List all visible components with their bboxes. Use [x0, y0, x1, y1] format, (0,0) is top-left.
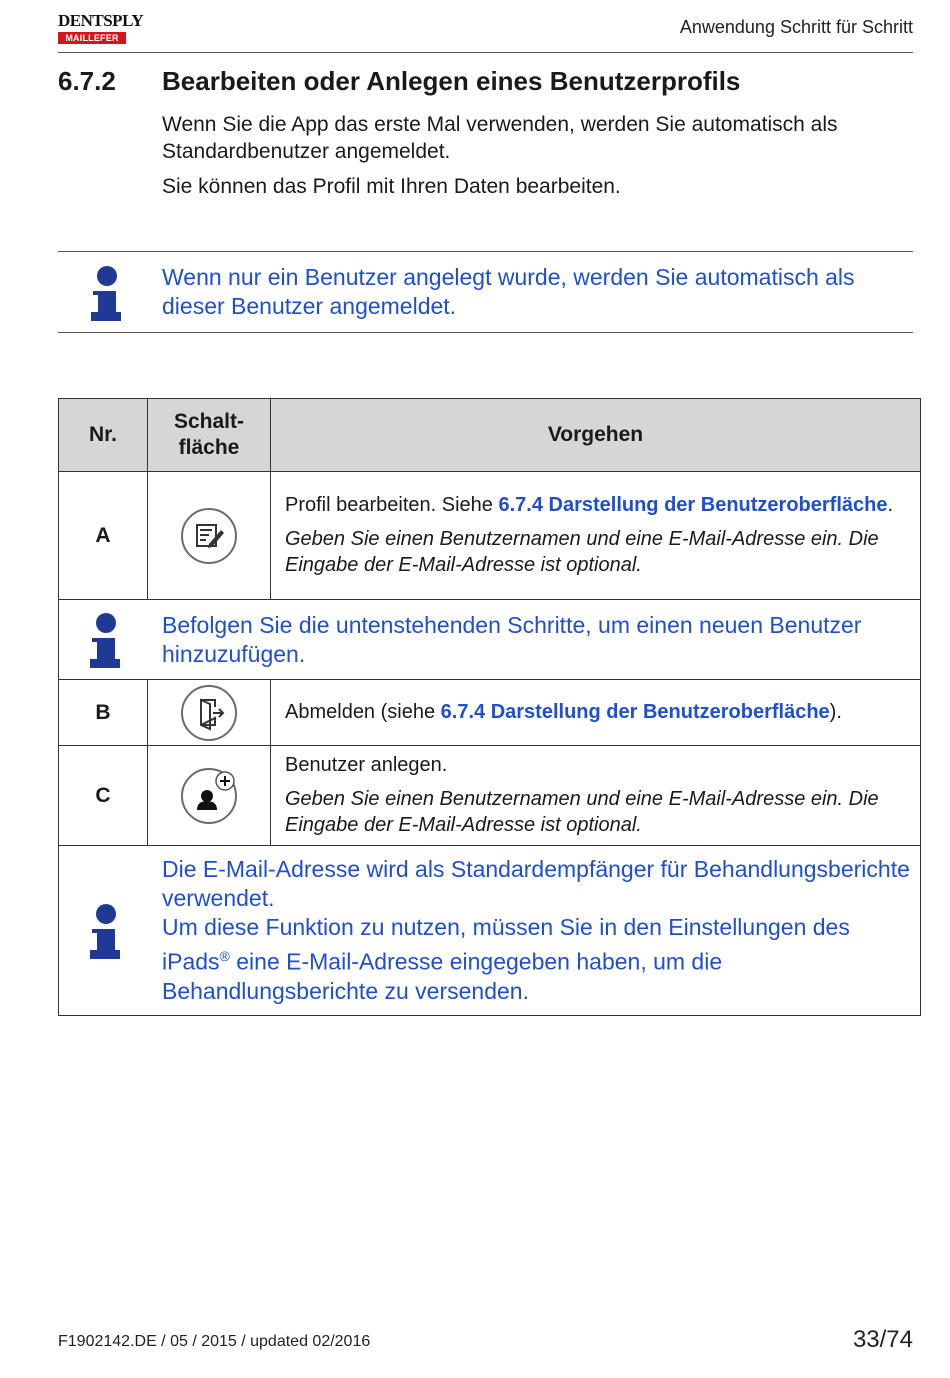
info-note [58, 251, 913, 333]
info-note-text: Wenn nur ein Benutzer angelegt wurde, werden Sie automatisch als dieser Benutzer angemeldet. [162, 264, 855, 319]
info-icon [89, 904, 121, 962]
row-b-instruction [285, 699, 906, 725]
steps-table [58, 398, 921, 1016]
row-b-text-end: ). [829, 700, 842, 723]
table-header-row [59, 399, 921, 472]
logout-icon [181, 685, 237, 741]
dentsply-maillefer-logo [58, 11, 144, 44]
header-chapter-title: Anwendung Schritt für Schritt [679, 17, 913, 37]
table-info-row [59, 846, 921, 1016]
row-nr: C [59, 746, 148, 846]
row-a-instruction [285, 492, 906, 518]
table-row [59, 746, 921, 846]
info-cell [59, 600, 921, 680]
row-nr: B [59, 680, 148, 746]
logo-wordmark: DENTSPLY [58, 11, 144, 30]
row-b-text: Abmelden (siehe [285, 700, 441, 723]
info-icon [90, 266, 122, 324]
header-button-line2: fläche [178, 436, 240, 459]
table-info-row [59, 600, 921, 680]
add-user-icon [181, 768, 237, 824]
footer-page-number: 33/74 [852, 1326, 913, 1353]
row-procedure [271, 746, 921, 846]
intro-paragraph-2: Sie können das Profil mit Ihren Daten bearbeiten. [162, 175, 621, 198]
row-a-text: Profil bearbeiten. Siehe [285, 493, 499, 516]
info-note-text: Befolgen Sie die untenstehenden Schritte, um einen neuen Benutzer hinzuzufügen. [162, 611, 862, 667]
row-a-italic-note: Geben Sie einen Benutzernamen und eine E-Mail-Adresse ein. Die Eingabe der E-Mail-Adresse ist optional. [285, 527, 879, 576]
table-row [59, 680, 921, 746]
cross-reference-link[interactable]: 6.7.4 Darstellung der Benutzeroberfläche [498, 493, 888, 516]
email-note-line-2: Um diese Funktion zu nutzen, müssen Sie in den Einstellungen des iPads [162, 914, 850, 975]
registered-mark: ® [219, 948, 230, 965]
header-nr: Nr. [59, 399, 148, 472]
edit-profile-icon [181, 508, 237, 564]
header-button-line1: Schalt- [173, 410, 244, 433]
cross-reference-link[interactable]: 6.7.4 Darstellung der Benutzeroberfläche [440, 700, 830, 723]
header-procedure: Vorgehen [271, 399, 921, 472]
row-nr: A [59, 472, 148, 600]
footer-document-reference: F1902142.DE / 05 / 2015 / updated 02/2016 [58, 1333, 371, 1350]
info-note-text [59, 855, 920, 1006]
row-button-cell [148, 680, 271, 746]
info-icon [89, 613, 121, 671]
email-note-line-2-end: eine E-Mail-Adresse eingegeben haben, um die Behandlungsberichte zu versenden. [162, 948, 723, 1004]
intro-paragraph-1: Wenn Sie die App das erste Mal verwenden, werden Sie automatisch als Standardbenutzer angemeldet. [162, 113, 838, 163]
row-procedure [271, 680, 921, 746]
table-row [59, 472, 921, 600]
row-button-cell [148, 472, 271, 600]
header-button [148, 399, 271, 472]
row-c-instruction: Benutzer anlegen. [285, 753, 448, 776]
section-title: Bearbeiten oder Anlegen eines Benutzerprofils [162, 66, 741, 96]
row-a-text-end: . [887, 493, 894, 516]
row-button-cell [148, 746, 271, 846]
row-procedure [271, 472, 921, 600]
info-cell [59, 846, 921, 1016]
header-divider [58, 52, 913, 53]
row-c-italic-note: Geben Sie einen Benutzernamen und eine E-Mail-Adresse ein. Die Eingabe der E-Mail-Adresse ist optional. [285, 787, 879, 836]
email-note-line-1: Die E-Mail-Adresse wird als Standardempfänger für Behandlungsberichte verwendet. [162, 856, 910, 912]
section-number: 6.7.2 [58, 66, 116, 96]
logo-subbrand: MAILLEFER [58, 32, 126, 44]
